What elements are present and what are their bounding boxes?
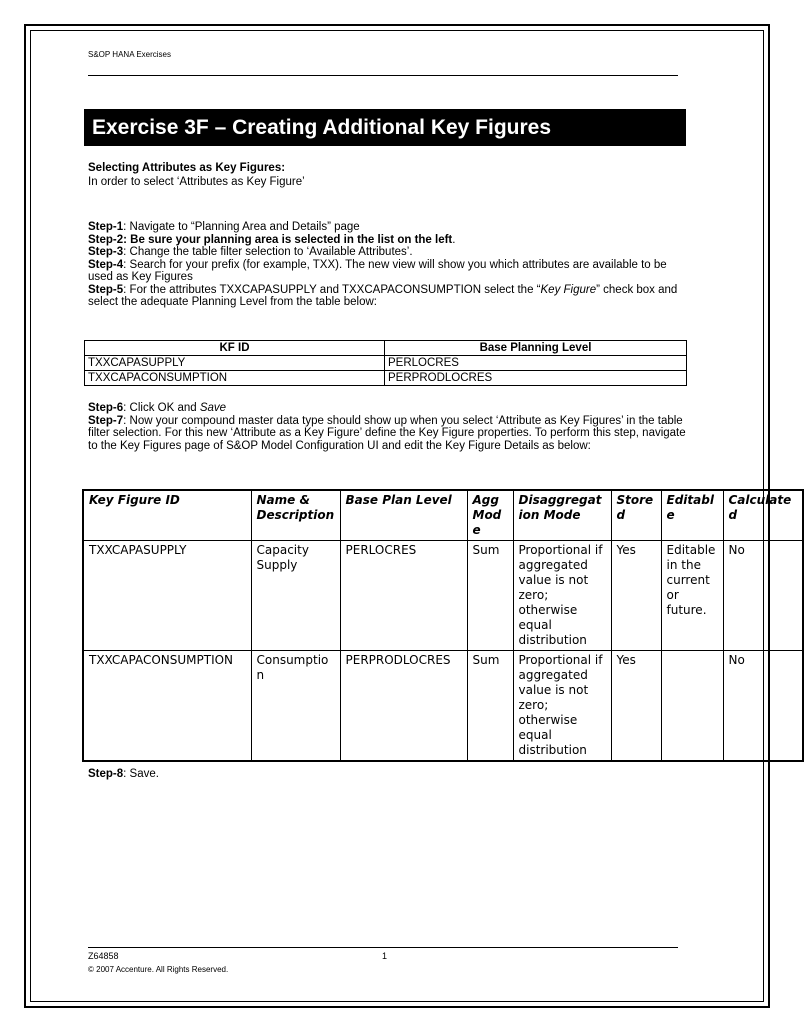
table-row (85, 371, 687, 386)
table-cell: Sum (467, 651, 513, 762)
key-figure-details-table (82, 489, 804, 762)
kf-id-header: KF ID (85, 341, 385, 356)
footer-copyright: © 2007 Accenture. All Rights Reserved. (88, 965, 229, 974)
exercise-title: Exercise 3F – Creating Additional Key Figures (84, 109, 686, 146)
step-1: Step-1: Navigate to “Planning Area and Details” page (88, 221, 360, 233)
step-8: Step-8: Save. (88, 768, 159, 780)
table-cell: PERPRODLOCRES (340, 651, 467, 762)
table-cell: Yes (611, 651, 661, 762)
table-cell: PERLOCRES (385, 356, 687, 371)
footer-rule (88, 947, 678, 948)
table-cell: Proportional if aggregated value is not zero; otherwise equal distribution (513, 541, 611, 651)
steps-list (88, 221, 688, 309)
name-description-header: Name & Description (251, 490, 340, 541)
table-cell: PERPRODLOCRES (385, 371, 687, 386)
editable-header: Editable (661, 490, 723, 541)
table-row (83, 651, 803, 762)
intro-text: In order to select ‘Attributes as Key Figure’ (88, 176, 305, 188)
table-cell: Proportional if aggregated value is not zero; otherwise equal distribution (513, 651, 611, 762)
intro-section (88, 161, 688, 189)
table-cell: TXXCAPACONSUMPTION (85, 371, 385, 386)
header-rule (88, 75, 678, 76)
table-cell: TXXCAPASUPPLY (85, 356, 385, 371)
table-cell: Yes (611, 541, 661, 651)
base-planning-level-header: Base Planning Level (385, 341, 687, 356)
table-cell: TXXCAPASUPPLY (83, 541, 251, 651)
running-header: S&OP HANA Exercises (88, 50, 171, 59)
step-3: Step-3: Change the table filter selection to ‘Available Attributes’. (88, 246, 413, 258)
table-row (83, 541, 803, 651)
intro-subheading: Selecting Attributes as Key Figures: (88, 162, 286, 174)
stored-header: Stored (611, 490, 661, 541)
table-header-row (83, 490, 803, 541)
step-2: Step-2: Be sure your planning area is selected in the list on the left. (88, 233, 456, 246)
key-figure-id-header: Key Figure ID (83, 490, 251, 541)
base-plan-level-header: Base Plan Level (340, 490, 467, 541)
table-cell: No (723, 541, 803, 651)
table-cell: Editable in the current or future. (661, 541, 723, 651)
table-cell: TXXCAPACONSUMPTION (83, 651, 251, 762)
table-cell: PERLOCRES (340, 541, 467, 651)
step-6: Step-6: Click OK and Save (88, 402, 227, 414)
steps-list-continued (88, 402, 688, 452)
table-row (85, 356, 687, 371)
calculated-header: Calculated (723, 490, 803, 541)
table-cell: Consumption (251, 651, 340, 762)
table-cell: No (723, 651, 803, 762)
step-4: Step-4: Search for your prefix (for example, TXX). The new view will show you which attributes are available to be used as Key Figures (88, 258, 667, 283)
step-5: Step-5: For the attributes TXXCAPASUPPLY and TXXCAPACONSUMPTION select the “Key Figure” check box and select the adequate Planning Level from the table below: (88, 283, 678, 308)
kf-planning-level-table (84, 340, 687, 386)
agg-mode-header: Agg Mode (467, 490, 513, 541)
step-7: Step-7: Now your compound master data type should show up when you select ‘Attribute as Key Figures’ in the table filter selection. For this new ‘Attribute as a Key Figure’ define the Key Figure properties. To perform this step, navigate to the Key Figures page of S&OP Model Configuration UI and edit the Key Figure Details as below: (88, 414, 686, 452)
table-cell: Sum (467, 541, 513, 651)
table-header-row (85, 341, 687, 356)
disaggregation-mode-header: Disaggregation Mode (513, 490, 611, 541)
table-cell: Capacity Supply (251, 541, 340, 651)
table-cell (661, 651, 723, 762)
footer-document-code: Z64858 (88, 951, 119, 961)
footer-page-number: 1 (382, 951, 388, 961)
